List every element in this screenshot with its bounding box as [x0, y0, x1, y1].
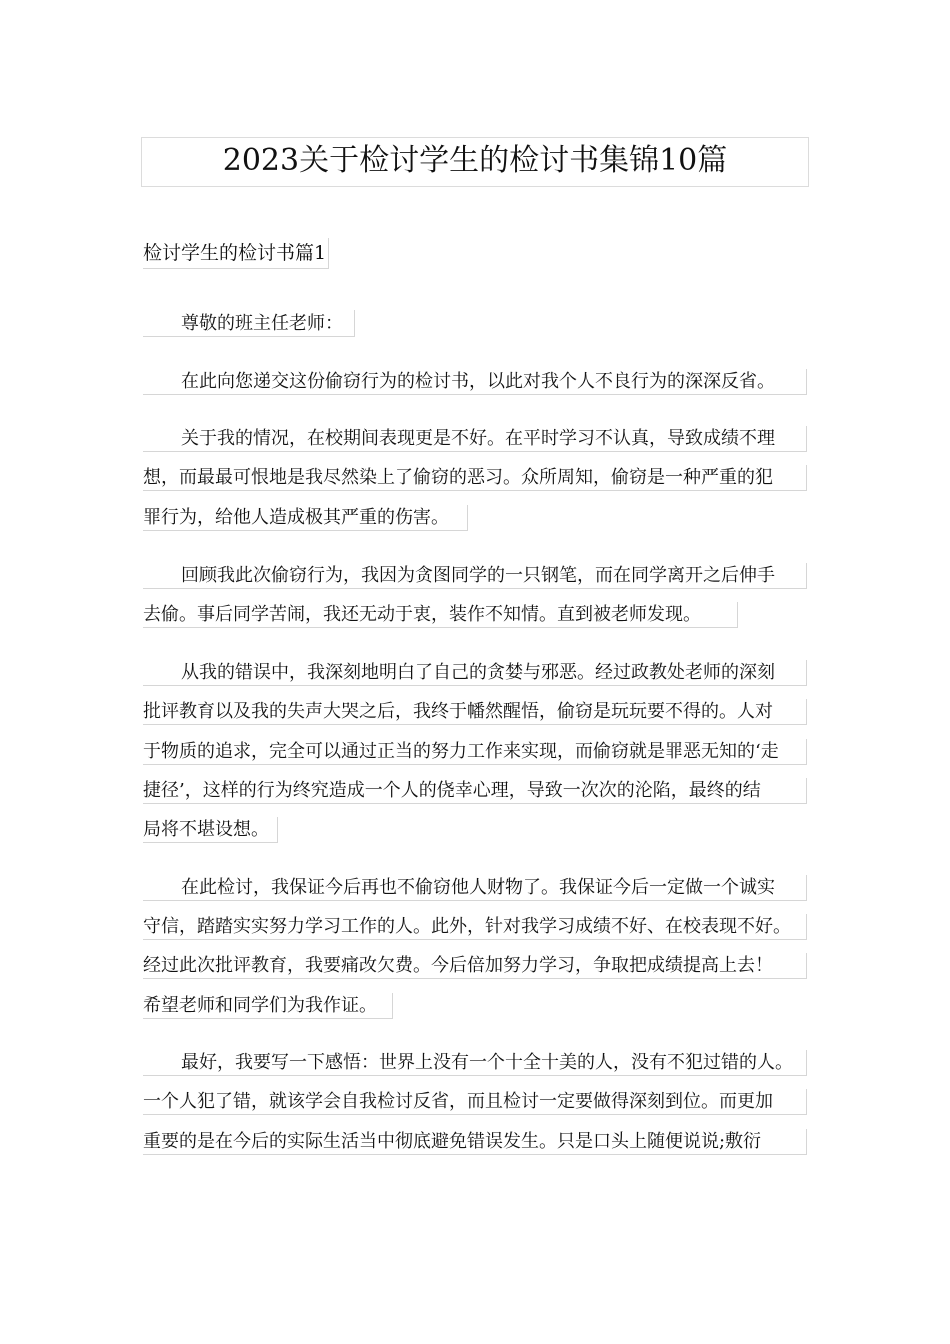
document-title-box: [141, 137, 809, 187]
paragraph-line: 罪行为，给他人造成极其严重的伤害。: [143, 505, 468, 531]
paragraph-line: 希望老师和同学们为我作证。: [143, 993, 393, 1019]
paragraph-line: 在此向您递交这份偷窃行为的检讨书，以此对我个人不良行为的深深反省。: [143, 369, 807, 395]
paragraph-line: 捷径’，这样的行为终究造成一个人的侥幸心理，导致一次次的沦陷，最终的结: [143, 778, 807, 804]
letter-greeting: 尊敬的班主任老师：: [143, 310, 355, 337]
paragraph-line: 想，而最最可恨地是我尽然染上了偷窃的恶习。众所周知，偷窃是一种严重的犯: [143, 465, 807, 491]
paragraph-line: 经过此次批评教育，我要痛改欠费。今后倍加努力学习，争取把成绩提高上去！: [143, 953, 807, 979]
paragraph-line: 一个人犯了错，就该学会自我检讨反省，而且检讨一定要做得深刻到位。而更加: [143, 1089, 807, 1115]
paragraph-line: 去偷。事后同学苦闹，我还无动于衷，装作不知情。直到被老师发现。: [143, 602, 738, 628]
paragraph-line: 回顾我此次偷窃行为，我因为贪图同学的一只钢笔，而在同学离开之后伸手: [143, 563, 807, 589]
paragraph-line: 局将不堪设想。: [143, 817, 278, 843]
paragraph-line: 关于我的情况，在校期间表现更是不好。在平时学习不认真，导致成绩不理: [143, 426, 807, 452]
paragraph-line: 重要的是在今后的实际生活当中彻底避免错误发生。只是口头上随便说说;敷衍: [143, 1129, 807, 1155]
section-heading: 检讨学生的检讨书篇1: [143, 238, 329, 269]
paragraph-line: 从我的错误中，我深刻地明白了自己的贪婪与邪恶。经过政教处老师的深刻: [143, 660, 807, 686]
document-title: 2023关于检讨学生的检讨书集锦10篇: [222, 143, 728, 178]
paragraph-line: 批评教育以及我的失声大哭之后，我终于幡然醒悟，偷窃是玩玩要不得的。人对: [143, 699, 807, 725]
paragraph-line: 守信，踏踏实实努力学习工作的人。此外，针对我学习成绩不好、在校表现不好。: [143, 914, 807, 940]
paragraph-line: 于物质的追求，完全可以通过正当的努力工作来实现，而偷窃就是罪恶无知的‘走: [143, 739, 807, 765]
paragraph-line: 在此检讨，我保证今后再也不偷窃他人财物了。我保证今后一定做一个诚实: [143, 875, 807, 901]
paragraph-line: 最好，我要写一下感悟：世界上没有一个十全十美的人，没有不犯过错的人。: [143, 1050, 807, 1076]
